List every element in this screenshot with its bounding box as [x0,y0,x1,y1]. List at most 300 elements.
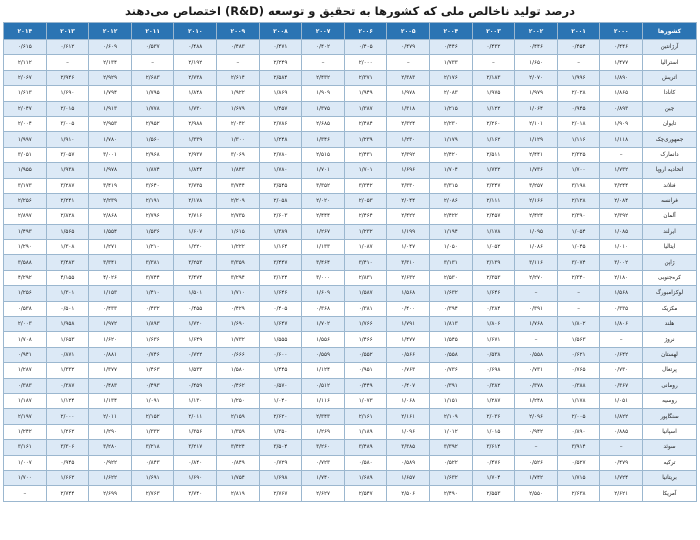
value-cell: ۱/۷۳۲ [472,163,515,178]
value-cell: ۰/۷۶۵ [557,363,600,378]
table-row [4,286,697,301]
value-cell: ۰/۳۸۱ [344,301,387,316]
value-cell: ۰/۴۷۹ [600,455,643,470]
value-cell: ۳/۱۶۱ [4,440,47,455]
value-cell: ۲/۰۱۱ [89,409,132,424]
value-cell: ۱/۲۲۰ [174,240,217,255]
table-row [4,163,697,178]
value-cell: ۱/۷۳۳ [430,55,473,70]
table-row [4,440,697,455]
value-cell: ۳/۳۴۱ [89,255,132,270]
value-cell: ۱/۹۱۳ [89,101,132,116]
value-cell: ۲/۲۰۹ [217,193,260,208]
value-cell: ۱/۹۷۵ [472,86,515,101]
value-cell: ۳/۳۹۲ [430,440,473,455]
country-name-cell: سنگاپور [643,409,697,424]
value-cell: ۱/۶۳۲ [430,470,473,485]
value-cell: ۲/۷۳۵ [217,209,260,224]
value-cell: ۳/۶۴۰ [131,178,174,193]
value-cell: ۰/۷۳۰ [600,363,643,378]
value-cell: ۲/۸۳۱ [344,270,387,285]
value-cell: ۱/۲۲۲ [217,240,260,255]
value-cell: ۲/۳۹۲ [600,209,643,224]
value-cell: ۲/۹۴۶ [46,70,89,85]
value-cell: ۰/۴۸۳ [217,40,260,55]
value-cell: ۱/۱۷۸ [472,224,515,239]
value-cell: – [217,55,260,70]
value-cell: ۱/۸۹۳ [131,317,174,332]
value-cell: ۰/۶۶۶ [217,347,260,362]
value-cell: ۱/۷۹۱ [387,317,430,332]
value-cell: ۰/۸۹۰ [557,424,600,439]
value-cell: ۰/۴۴۶ [430,40,473,55]
value-cell: ۰/۷۲۹ [259,455,302,470]
column-header-country: کشورها [643,23,697,40]
table-header-row [4,23,697,40]
value-cell: ۲/۰۰۵ [557,409,600,424]
value-cell: ۱/۲۳۲ [344,224,387,239]
value-cell: ۰/۹۴۱ [4,347,47,362]
value-cell: ۱/۹۹۷ [4,132,47,147]
value-cell: ۳/۰۰۰ [302,270,345,285]
value-cell: ۰/۴۷۶ [472,455,515,470]
value-cell: ۲/۵۰۶ [387,486,430,501]
value-cell: ۲/۵۵۳ [472,486,515,501]
value-cell: ۱/۸۴۳ [217,163,260,178]
value-cell: ۲/۷۱۶ [174,209,217,224]
value-cell: ۲/۳۴۳ [302,409,345,424]
value-cell: ۰/۷۲۳ [302,455,345,470]
value-cell: ۱/۷۶۸ [515,317,558,332]
value-cell: ۰/۶۱۲ [46,40,89,55]
value-cell: ۲/۳۴۰ [557,270,600,285]
value-cell: ۲/۳۸۳ [387,70,430,85]
value-cell: ۱/۶۴۶ [472,286,515,301]
value-cell: ۱/۶۴۹ [174,332,217,347]
column-header-year: ۲۰۰۷ [302,23,345,40]
value-cell: ۱/۱۳۳ [302,240,345,255]
value-cell: ۰/۵۸۰ [344,455,387,470]
value-cell: ۱/۵۶۸ [600,286,643,301]
value-cell: ۳/۴۱۹ [89,178,132,193]
value-cell: ۱/۷۸۰ [259,163,302,178]
country-name-cell: هلند [643,317,697,332]
value-cell: ۱/۷۳۲ [217,332,260,347]
value-cell: ۰/۵۵۸ [515,347,558,362]
value-cell: ۱/۰۶۴ [515,101,558,116]
value-cell: ۲/۲۶۰ [472,116,515,131]
value-cell: ۱/۴۴۵ [259,363,302,378]
column-header-year: ۲۰۰۵ [387,23,430,40]
value-cell: ۲/۴۲۲ [430,209,473,224]
value-cell: ۲/۱۶۱ [387,409,430,424]
value-cell: ۰/۴۷۹ [387,40,430,55]
table-row [4,301,697,316]
value-cell: ۰/۳۸۳ [4,378,47,393]
value-cell: ۲/۰۲۸ [557,86,600,101]
value-cell: ۱/۰۱۰ [600,240,643,255]
value-cell: ۱/۱۱۸ [600,132,643,147]
value-cell: ۰/۴۰۰ [387,301,430,316]
value-cell: ۲/۱۶۶ [515,193,558,208]
value-cell: ۱/۰۸۷ [344,240,387,255]
value-cell: ۳/۲۴۴ [600,178,643,193]
value-cell: ۱/۲۱۵ [430,101,473,116]
value-cell: ۳/۱۷۳ [4,178,47,193]
value-cell: ۱/۶۰۹ [302,286,345,301]
value-cell: ۳/۱۳۹ [472,255,515,270]
table-body [4,40,697,502]
value-cell: ۲/۰۹۶ [515,409,558,424]
value-cell: – [600,332,643,347]
value-cell: – [46,55,89,70]
value-cell: ۰/۸۷۱ [46,347,89,362]
table-row [4,224,697,239]
value-cell: ۳/۲۵۷ [515,178,558,193]
value-cell: ۳/۳۵۹ [217,255,260,270]
value-cell: ۰/۳۹۱ [515,301,558,316]
value-cell: ۳/۴۱۰ [344,255,387,270]
value-cell: – [515,440,558,455]
value-cell: ۱/۷۷۸ [131,101,174,116]
value-cell: ۱/۲۶۷ [302,224,345,239]
value-cell: ۱/۶۲۰ [89,332,132,347]
value-cell: ۳/۱۳۱ [430,255,473,270]
value-cell: ۱/۹۵۵ [4,163,47,178]
value-cell: ۱/۲۷۱ [89,240,132,255]
value-cell: ۱/۶۸۹ [344,470,387,485]
value-cell: ۱/۲۸۷ [4,363,47,378]
value-cell: ۳/۲۹۴ [217,270,260,285]
value-cell: ۱/۱۲۴ [302,363,345,378]
value-cell: ۲/۰۰۰ [344,55,387,70]
value-cell: ۰/۴۸۸ [174,40,217,55]
table-row [4,455,697,470]
value-cell: ۱/۱۸۹ [344,424,387,439]
value-cell: ۰/۵۳۸ [472,347,515,362]
value-cell: ۱/۴۷۷ [600,55,643,70]
country-name-cell: سوئد [643,440,697,455]
value-cell: ۳/۴۷۴ [174,270,217,285]
table-row [4,332,697,347]
value-cell: ۲/۷۸۰ [259,147,302,162]
value-cell: ۰/۵۲۲ [430,455,473,470]
value-cell: ۰/۴۰۷ [387,378,430,393]
value-cell: ۰/۳۸۲ [472,378,515,393]
value-cell: ۱/۲۴۲ [4,424,47,439]
country-name-cell: روسیه [643,393,697,408]
value-cell: ۱/۱۷۸ [557,393,600,408]
value-cell: ۱/۷۶۶ [344,317,387,332]
value-cell: ۲/۶۲۱ [600,486,643,501]
value-cell: ۰/۹۵۱ [344,363,387,378]
value-cell: ۲/۹۶۸ [131,147,174,162]
value-cell: ۲/۶۸۵ [302,116,345,131]
value-cell: ۲/۵۸۴ [259,70,302,85]
column-header-year: ۲۰۱۱ [131,23,174,40]
table-row [4,424,697,439]
value-cell: ۲/۰۵۳ [344,193,387,208]
value-cell: ۲/۱۹۱ [131,193,174,208]
value-cell: ۲/۰۲۰ [302,193,345,208]
value-cell: – [302,55,345,70]
column-header-year: ۲۰۰۲ [515,23,558,40]
value-cell: ۱/۳۷۷ [89,363,132,378]
value-cell: ۰/۵۸۹ [387,455,430,470]
value-cell: ۱/۵۵۵ [259,332,302,347]
value-cell: ۲/۸۹۷ [4,209,47,224]
value-cell: ۲/۵۳۰ [430,270,473,285]
value-cell: ۱/۳۵۶ [174,424,217,439]
value-cell: ۰/۴۰۵ [344,40,387,55]
value-cell: ۱/۰۶۸ [387,393,430,408]
value-cell: ۲/۲۴۱ [46,193,89,208]
value-cell: ۳/۳۸۵ [387,440,430,455]
value-cell: ۰/۴۵۴ [557,40,600,55]
value-cell: ۱/۲۹۰ [89,424,132,439]
column-header-year: ۲۰۱۴ [4,23,47,40]
value-cell: ۰/۶۰۹ [89,40,132,55]
value-cell: ۰/۴۳۲ [472,40,515,55]
value-cell: ۲/۴۳۲ [302,70,345,85]
value-cell: ۱/۷۵۴ [217,470,260,485]
value-cell: ۱/۹۷۲ [89,317,132,332]
table-row [4,116,697,131]
value-cell: ۱/۵۵۶ [302,332,345,347]
value-cell: ۱/۲۶۲ [46,424,89,439]
value-cell: ۳/۳۸۱ [131,255,174,270]
value-cell: ۰/۴۰۵ [259,301,302,316]
country-name-cell: استرالیا [643,55,697,70]
value-cell: ۱/۶۹۱ [131,470,174,485]
value-cell: ۳/۳۱۰ [387,255,430,270]
value-cell: ۰/۵۲۷ [557,455,600,470]
value-cell: ۰/۹۴۵ [46,455,89,470]
value-cell: ۳/۲۸۷ [46,178,89,193]
table-row [4,255,697,270]
column-header-year: ۲۰۰۸ [259,23,302,40]
value-cell: ۰/۳۸۷ [46,378,89,393]
value-cell: ۲/۱۹۲ [174,55,217,70]
value-cell: ۰/۳۸۴ [472,301,515,316]
value-cell: ۱/۰۰۷ [4,455,47,470]
value-cell: ۲/۱۷۸ [174,193,217,208]
value-cell: ۱/۰۹۱ [131,393,174,408]
value-cell: ۰/۷۳۱ [515,363,558,378]
value-cell: ۱/۶۹۶ [387,163,430,178]
value-cell: ۲/۲۳۹ [89,193,132,208]
value-cell: ۲/۷۶۳ [131,486,174,501]
value-cell: ۲/۵۵۰ [515,486,558,501]
value-cell: ۲/۰۸۶ [430,193,473,208]
value-cell: ۱/۸۴۴ [174,163,217,178]
column-header-year: ۲۰۱۳ [46,23,89,40]
table-row [4,70,697,85]
value-cell: ۲/۰۶۷ [4,70,47,85]
value-cell: ۲/۴۴۴ [302,209,345,224]
value-cell: ۲/۶۳۲ [387,270,430,285]
value-cell: ۳/۵۴۵ [259,178,302,193]
value-cell: ۱/۹۷۸ [89,163,132,178]
country-name-cell: چین [643,101,697,116]
country-name-cell: لوکزامبورگ [643,286,697,301]
value-cell: ۲/۹۸۸ [174,116,217,131]
value-cell: ۲/۰۰۰ [46,409,89,424]
value-cell: ۲/۱۲۸ [557,193,600,208]
value-cell: ۱/۶۹۸ [259,470,302,485]
table-row [4,178,697,193]
value-cell: ۰/۶۹۸ [472,363,515,378]
value-cell: ۱/۸۶۵ [600,86,643,101]
value-cell: ۱/۲۴۸ [515,393,558,408]
value-cell: ۱/۲۳۰ [387,132,430,147]
table-row [4,347,697,362]
value-cell: ۰/۵۲۶ [515,455,558,470]
value-cell: ۱/۶۷۱ [472,332,515,347]
table-row [4,393,697,408]
value-cell: ۲/۰۴۷ [4,101,47,116]
value-cell: ۲/۹۵۲ [131,116,174,131]
value-cell: ۱/۴۶۶ [344,332,387,347]
value-cell: ۱/۷۰۰ [4,470,47,485]
value-cell: ۲/۰۰۴ [4,116,47,131]
value-cell: ۱/۸۷۴ [131,163,174,178]
value-cell: ۲/۳۹۰ [557,209,600,224]
value-cell: ۱/۲۹۰ [4,240,47,255]
value-cell: ۲/۰۴۴ [387,193,430,208]
value-cell: ۳/۳۵۲ [302,178,345,193]
value-cell: ۲/۱۳۴ [89,55,132,70]
value-cell: ۲/۶۱۴ [217,70,260,85]
value-cell: – [600,147,643,162]
value-cell: ۰/۷۴۶ [131,347,174,362]
value-cell: ۳/۰۷۴ [557,255,600,270]
value-cell: ۲/۰۴۲ [217,116,260,131]
value-cell: ۲/۵۱۵ [302,147,345,162]
country-name-cell: کره‌جنوبی [643,270,697,285]
value-cell: ۲/۱۹۷ [4,409,47,424]
country-name-cell: ترکیه [643,455,697,470]
value-cell: ۰/۵۶۶ [387,347,430,362]
value-cell: ۴/۲۹۲ [4,270,47,285]
value-cell: ۱/۶۳۲ [430,286,473,301]
value-cell: ۲/۰۱۸ [557,116,600,131]
country-name-cell: لهستان [643,347,697,362]
value-cell: ۲/۴۹۰ [430,486,473,501]
table-row [4,409,697,424]
value-cell: – [515,332,558,347]
value-cell: ۲/۶۸۳ [131,70,174,85]
value-cell: ۰/۴۴۶ [515,40,558,55]
column-header-year: ۲۰۰۱ [557,23,600,40]
value-cell: ۱/۶۴۷ [259,317,302,332]
value-cell: ۱/۱۱۶ [557,132,600,147]
table-row [4,101,697,116]
value-cell: ۱/۹۷۹ [515,86,558,101]
value-cell: ۱/۶۵۰ [515,55,558,70]
value-cell: ۲/۱۱۱ [472,193,515,208]
value-cell: ۰/۳۹۱ [430,378,473,393]
value-cell: ۱/۳۳۹ [174,132,217,147]
country-name-cell: نروژ [643,332,697,347]
value-cell: ۱/۵۶۸ [387,286,430,301]
value-cell: ۲/۳۹۲ [387,147,430,162]
value-cell: ۰/۵۱۲ [302,378,345,393]
value-cell: ۱/۳۰۰ [217,132,260,147]
value-cell: ۳/۵۸۸ [4,255,47,270]
value-cell: ۱/۶۷۹ [217,101,260,116]
value-cell: ۱/۷۹۴ [89,86,132,101]
value-cell: ۲/۶۳۸ [557,486,600,501]
value-cell: – [557,301,600,316]
value-cell: ۰/۴۴۶ [600,40,643,55]
table-row [4,240,697,255]
value-cell: ۲/۳۵۳ [472,270,515,285]
value-cell: ۱/۵۳۳ [174,363,217,378]
table-row [4,132,697,147]
value-cell: ۱/۷۳۲ [600,163,643,178]
value-cell: ۰/۶۱۵ [4,40,47,55]
value-cell: ۳/۷۴۴ [131,270,174,285]
value-cell: ۱/۸۲۲ [600,409,643,424]
value-cell: ۱/۶۱۳ [4,86,47,101]
value-cell: ۰/۴۹۳ [131,378,174,393]
value-cell: ۲/۶۲۷ [302,486,345,501]
country-name-cell: آمریکا [643,486,697,501]
value-cell: ۴/۱۵۵ [46,270,89,285]
value-cell: ۲/۸۲۸ [46,209,89,224]
country-name-cell: ایرلند [643,224,697,239]
value-cell: ۱/۴۶۳ [131,363,174,378]
value-cell: ۱/۳۸۹ [259,224,302,239]
value-cell: ۰/۵۵۲ [344,347,387,362]
value-cell: ۲/۲۳۰ [430,116,473,131]
value-cell: ۳/۱۲۴ [259,270,302,285]
value-cell: – [4,486,47,501]
value-cell: ۱/۷۰۴ [430,163,473,178]
value-cell: ۳/۲۶۰ [302,440,345,455]
value-cell: ۱/۵۶۵ [46,224,89,239]
value-cell: ۱/۵۸۷ [344,286,387,301]
value-cell: ۳/۴۴۷ [259,255,302,270]
value-cell: ۱/۰۹۵ [515,224,558,239]
value-cell: ۳/۳۳۰ [387,178,430,193]
value-cell: ۲/۴۴۱ [515,147,558,162]
value-cell: ۱/۹۵۸ [46,317,89,332]
country-name-cell: ایتالیا [643,240,697,255]
value-cell: – [472,55,515,70]
value-cell: ۳/۱۱۶ [515,255,558,270]
value-cell: ۱/۰۱۲ [430,424,473,439]
value-cell: ۰/۸۴۹ [217,455,260,470]
table-row [4,40,697,55]
value-cell: ۱/۵۳۶ [131,224,174,239]
country-name-cell: مکزیک [643,301,697,316]
value-cell: ۱/۲۵۰ [217,393,260,408]
column-header-year: ۲۰۰۹ [217,23,260,40]
value-cell: ۱/۵۶۳ [557,332,600,347]
value-cell: ۱/۹۰۹ [302,86,345,101]
value-cell: ۲/۱۰۱ [515,116,558,131]
value-cell: ۲/۰۰۳ [4,317,47,332]
rd-gdp-table [3,22,697,502]
value-cell: ۰/۷۲۲ [174,347,217,362]
value-cell: ۲/۲۴۹ [259,55,302,70]
value-cell: ۱/۷۰۱ [302,163,345,178]
value-cell: ۰/۳۳۵ [600,301,643,316]
table-row [4,363,697,378]
value-cell: ۱/۳۷۵ [302,101,345,116]
